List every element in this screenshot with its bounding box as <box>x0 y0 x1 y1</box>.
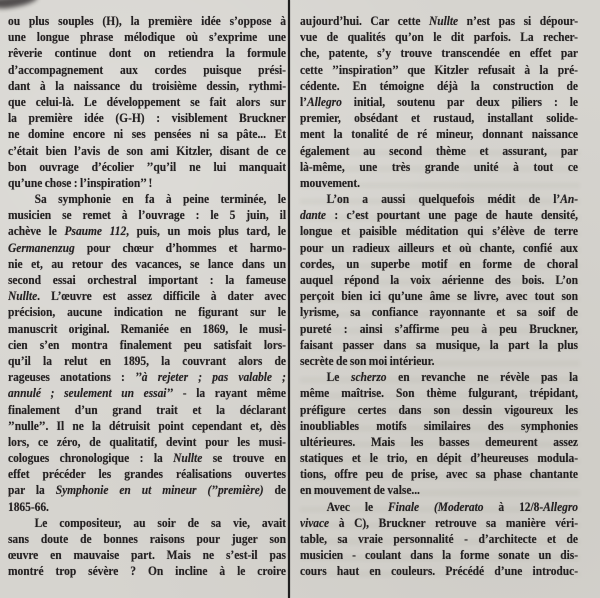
text-line: lyrisme, sa confiance rayonnante et sa soif de <box>300 305 578 320</box>
text-line: cette ’’inspiration’’ que Kitzler refusait à la pré- <box>300 62 578 77</box>
text-line: montré trop sévère ? On incline à le croire <box>8 564 286 579</box>
text-line: effet précéder les grandes réalisations ouvertes <box>8 467 286 482</box>
text-line: ou plus souples (H), la première idée s’oppose à <box>8 14 286 28</box>
text-line: rageuses anotations : ’’à rejeter ; pas valable ; <box>8 370 286 385</box>
text-line: che, patente, s’y trouve transcendée en effet par <box>300 46 578 61</box>
text-line: que celui-là. Le développement se fait alors sur <box>8 94 286 109</box>
text-line: ’’nulle’’. Il ne la détruisit point cependant et, dès <box>8 418 286 433</box>
text-line: pour un radieux ailleurs et où chante, confié aux <box>300 240 578 255</box>
text-line: second essai orchestral important : la fameuse <box>8 273 286 287</box>
text-line: précision, aucune indication ne figurant sur le <box>8 305 286 320</box>
text-line: bon ouvrage d’écolier ’’qu’il ne lui manquait <box>8 159 286 174</box>
text-line: 1865-66. <box>8 499 49 514</box>
text-column-right <box>300 13 578 588</box>
text-line: perçoit bien ici qu’une âme se livre, avec tout son <box>300 289 578 304</box>
text-line: Nullte. L’œuvre est assez difficile à dater avec <box>8 289 286 304</box>
text-line: là-même, une très grande unité à tout ce <box>300 159 578 174</box>
text-line: en mouvement de valse... <box>300 483 420 498</box>
text-line: tions, offre peu de prise, avec sa phase chantante <box>300 467 578 482</box>
text-line: statiques et le trio, en dépit d’heureuses modula- <box>300 451 578 466</box>
text-line: par la Symphonie en ut mineur (’’première) de <box>8 483 286 498</box>
text-line: pureté : ainsi s’affirme peu à peu Bruckner, <box>300 321 578 336</box>
text-line: préfigure certes dans son dessin vigoureux les <box>300 402 578 417</box>
text-line: aujourd’hui. Car cette Nullte n’est pas si dépour- <box>300 14 578 28</box>
text-line: longue et paisible méditation qui s’élève de terre <box>300 224 578 239</box>
text-line: cordes, un superbe motif en forme de choral <box>300 256 578 271</box>
text-line: musicien - coulant dans la forme sonate un dis- <box>300 548 578 563</box>
text-line: inoubliables motifs similaires des symphonies <box>300 418 578 433</box>
text-line: Le compositeur, au soir de sa vie, avait <box>34 515 286 530</box>
text-line: vivace à C), Bruckner retrouve sa manière véri- <box>300 515 578 530</box>
text-line: musicien se remet à l’ouvrage : le 5 juin, il <box>8 208 286 223</box>
text-line: rêverie continue dont on retiendra la formule <box>8 46 286 61</box>
text-line: achève le Psaume 112, puis, un mois plus tard, le <box>8 224 286 239</box>
text-line: annulé ; seulement un essai’’ - la rayant même <box>8 386 286 401</box>
text-line: manuscrit original. Remaniée en 1869, le musi- <box>8 321 286 336</box>
text-column-left <box>8 13 286 588</box>
text-line: cologues chronologique : la Nullte se trouve en <box>8 451 286 466</box>
text-line: l’Allegro initial, soutenu par deux piliers : le <box>300 94 578 109</box>
text-line: même maîtrise. Son thème fulgurant, trépidant, <box>300 386 578 401</box>
text-line: qu’il la relut en 1895, la couvrant alors de <box>8 353 286 368</box>
text-line: dant à la naissance du troisième dessin, rythmi- <box>8 78 286 93</box>
text-line: cédente. En témoigne déjà la construction de <box>300 78 578 93</box>
text-line: mouvement. <box>300 175 360 190</box>
text-line: vue de qualités qu’on le dit parfois. La recher- <box>300 30 578 45</box>
text-line: également au second thème et assurant, par <box>300 143 578 158</box>
text-line: c’était bien l’avis de son ami Kitzler, disant de ce <box>8 143 286 158</box>
text-line: nie et, au retour des vacances, se lance dans un <box>8 256 286 271</box>
text-line: cien s’en montra finalement peu satisfait lors- <box>8 337 286 352</box>
text-line: auquel répond la voix aérienne des bois. L’on <box>300 273 578 287</box>
text-line: table, sa vraie personnalité - d’architecte et de <box>300 532 578 546</box>
text-line: dante : c’est pourtant une page de haute densité, <box>300 208 578 223</box>
text-line: secrète de son moi intérieur. <box>300 353 435 368</box>
text-line: ultérieures. Mais les basses demeurent assez <box>300 434 578 449</box>
text-line: lors, ce zéro, de qualitatif, devint pour les musi- <box>8 434 286 449</box>
column-divider-rule <box>288 0 290 598</box>
text-line: Germanenzug pour chœur d’hommes et harmo- <box>8 240 286 255</box>
text-line: faisant passer dans sa musique, la part la plus <box>300 337 578 352</box>
text-line: Le scherzo en revanche ne révèle pas la <box>326 370 578 385</box>
text-line: premier, obsédant et rustaud, installant solide- <box>300 111 578 126</box>
text-line: Avec le Finale (Moderato à 12/8-Allegro <box>326 499 578 514</box>
text-line: sans doute de bonnes raisons pour juger son <box>8 532 286 546</box>
text-line: ne domine encore ni ses pensées ni sa pâte... Et <box>8 127 286 142</box>
text-line: finalement d’un grand trait et la déclarant <box>8 402 286 417</box>
text-line: ment la tonalité de ré mineur, donnant naissance <box>300 127 578 142</box>
text-line: la première idée (G-H) : visiblement Bruckner <box>8 111 286 126</box>
text-line: L’on a aussi quelquefois médit de l’An- <box>326 192 578 207</box>
text-line: d’accompagnement aux cordes puisque prési- <box>8 62 286 77</box>
text-line: Sa symphonie en fa à peine terminée, le <box>34 192 286 207</box>
text-line: cours haut en couleurs. Précédé d’une introduc- <box>300 564 578 579</box>
text-line: qu’une chose : l’inspiration’’ ! <box>8 175 153 190</box>
text-line: une longue phrase mélodique où s’exprime une <box>8 30 286 45</box>
scan-artifact-smudge <box>0 0 39 10</box>
text-line: œuvre en mauvaise part. Mais ne s’est-il pas <box>8 548 286 563</box>
